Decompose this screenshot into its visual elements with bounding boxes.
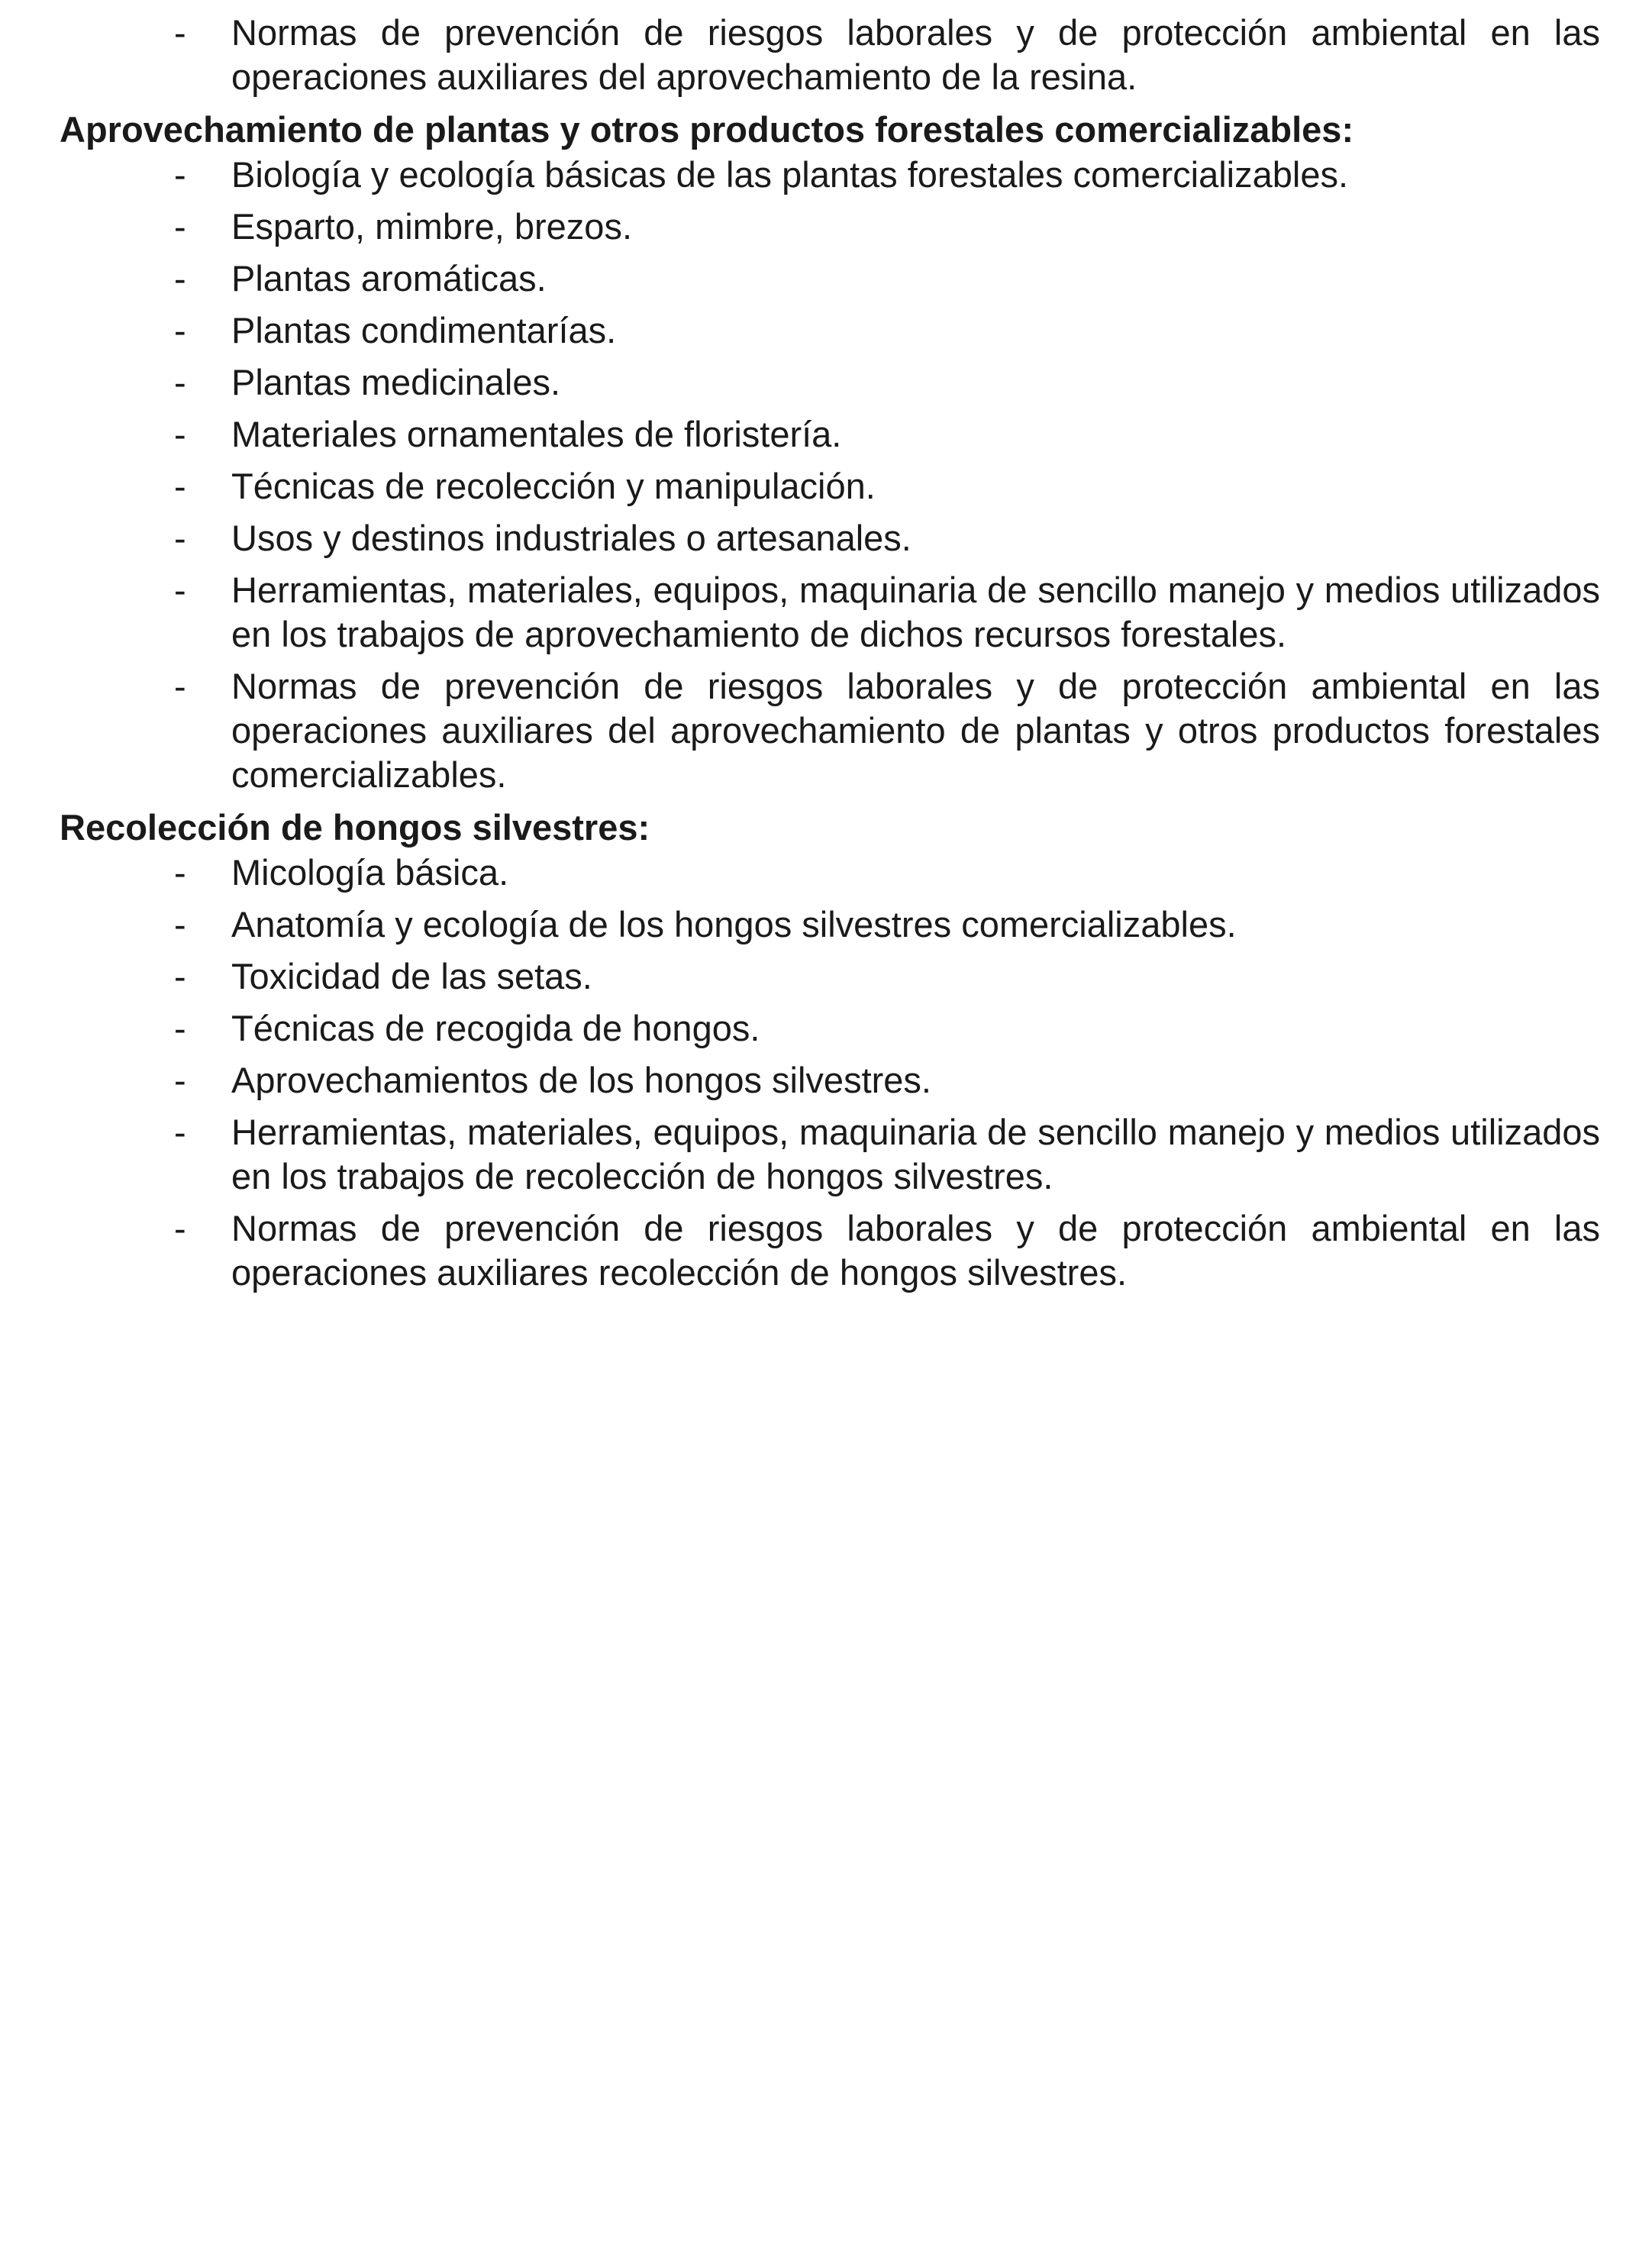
document-page bbox=[60, 11, 1600, 1303]
list-item: - Herramientas, materiales, equipos, maquinaria de sencillo manejo y medios utilizados en los trabajos de recolección de hongos silvestres. bbox=[174, 1112, 1600, 1196]
dash-bullet: - bbox=[174, 12, 186, 53]
dash-bullet: - bbox=[174, 310, 186, 350]
list-item: - Toxicidad de las setas. bbox=[60, 954, 1600, 999]
list-item: - Biología y ecología básicas de las plantas forestales comercializables. bbox=[60, 153, 1600, 197]
list-item: - Plantas medicinales. bbox=[60, 360, 1600, 405]
list-plantas bbox=[60, 153, 1600, 797]
list-item: - Normas de prevención de riesgos laborales y de protección ambiental en las operaciones auxiliares del aprovechamiento de plantas y otros productos forestales comercializables. bbox=[174, 666, 1600, 795]
dash-bullet: - bbox=[174, 1008, 186, 1048]
list-item: - Plantas aromáticas. bbox=[60, 257, 1600, 301]
list-item: - Anatomía y ecología de los hongos silvestres comercializables. bbox=[60, 902, 1600, 947]
dash-bullet: - bbox=[174, 1112, 186, 1152]
list-item: - Esparto, mimbre, brezos. bbox=[60, 205, 1600, 249]
list-item: - Usos y destinos industriales o artesanales. bbox=[60, 516, 1600, 560]
list-item: - Aprovechamientos de los hongos silvestres. bbox=[60, 1058, 1600, 1103]
dash-bullet: - bbox=[174, 904, 186, 944]
dash-bullet: - bbox=[174, 362, 186, 402]
list-item: - Técnicas de recogida de hongos. bbox=[60, 1006, 1600, 1051]
list-item: - Micología básica. bbox=[60, 851, 1600, 895]
dash-bullet: - bbox=[174, 414, 186, 454]
dash-bullet: - bbox=[174, 258, 186, 299]
section-heading-plantas: Aprovechamiento de plantas y otros productos forestales comercializables: bbox=[60, 109, 1354, 150]
dash-bullet: - bbox=[174, 154, 186, 195]
list-item: - Normas de prevención de riesgos laborales y de protección ambiental en las operaciones auxiliares del aprovechamiento de la resina. bbox=[174, 12, 1600, 97]
list-item: - Herramientas, materiales, equipos, maquinaria de sencillo manejo y medios utilizados en los trabajos de aprovechamiento de dichos recursos forestales. bbox=[174, 570, 1600, 654]
dash-bullet: - bbox=[174, 666, 186, 706]
list-item: - Plantas condimentarías. bbox=[60, 308, 1600, 353]
list-resina bbox=[60, 11, 1600, 99]
list-hongos bbox=[60, 851, 1600, 1295]
list-item: - Técnicas de recolección y manipulación. bbox=[60, 464, 1600, 509]
section-heading-hongos: Recolección de hongos silvestres: bbox=[60, 807, 650, 848]
dash-bullet: - bbox=[174, 466, 186, 506]
dash-bullet: - bbox=[174, 1208, 186, 1248]
dash-bullet: - bbox=[174, 518, 186, 558]
dash-bullet: - bbox=[174, 956, 186, 996]
list-item: - Normas de prevención de riesgos laborales y de protección ambiental en las operaciones auxiliares recolección de hongos silvestres. bbox=[174, 1208, 1600, 1293]
dash-bullet: - bbox=[174, 570, 186, 610]
dash-bullet: - bbox=[174, 206, 186, 247]
dash-bullet: - bbox=[174, 1060, 186, 1100]
list-item: - Materiales ornamentales de floristería. bbox=[60, 412, 1600, 457]
dash-bullet: - bbox=[174, 852, 186, 893]
